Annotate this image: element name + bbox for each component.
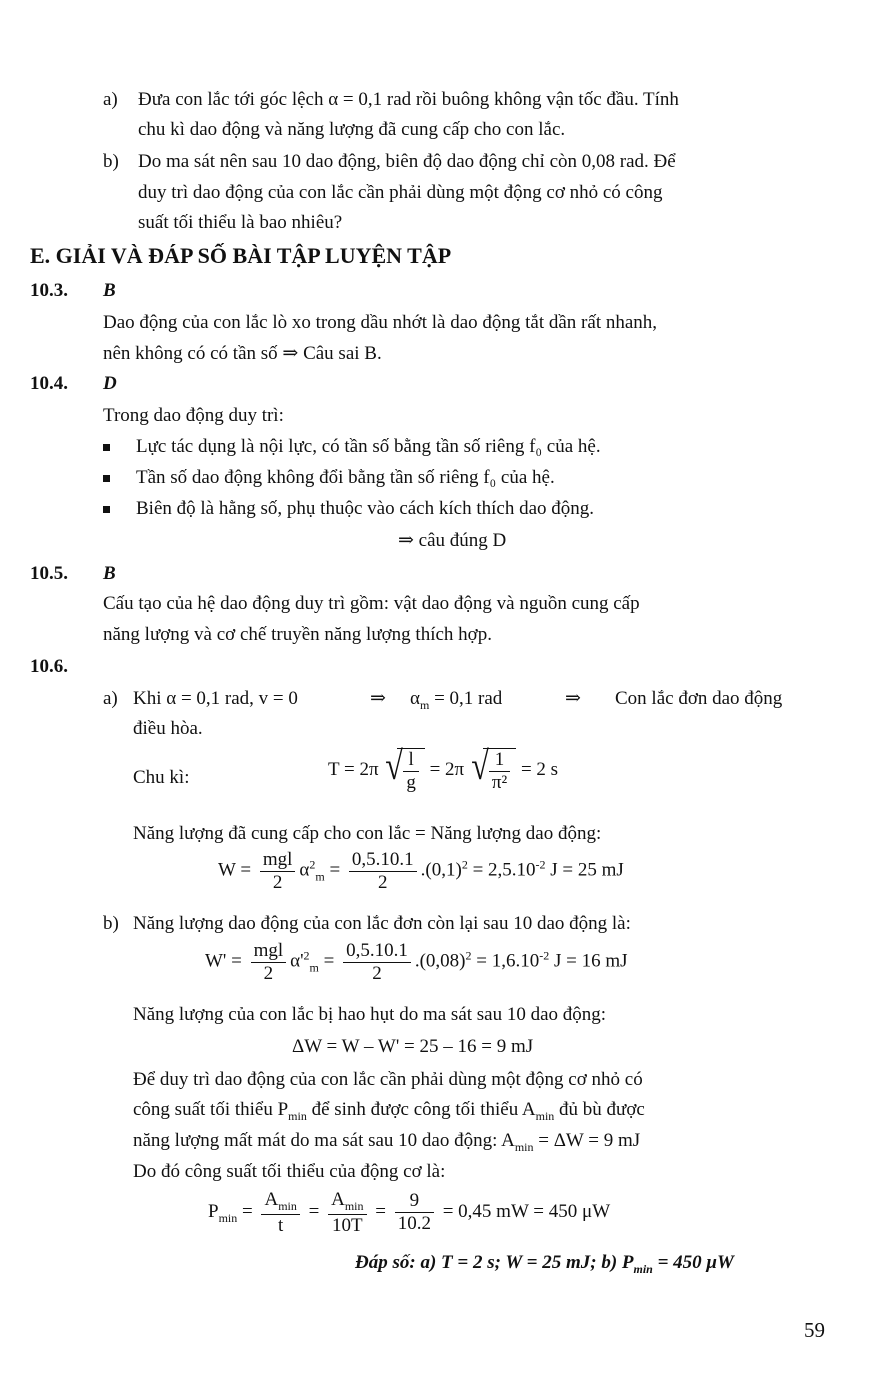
q104-conclusion: ⇒ câu đúng D: [398, 530, 507, 551]
page-number: 59: [804, 1318, 825, 1342]
q106-a-line2: điều hòa.: [133, 718, 203, 739]
q103-answer: B: [103, 280, 116, 301]
period-label: Chu kì:: [133, 767, 190, 788]
q104-bullet-1: Lực tác dụng là nội lực, có tần số bằng tần số riêng f₀ của hệ.: [103, 436, 601, 459]
motor-line2: công suất tối thiểu $P_{min}$ để sinh được công tối thiểu $A_{min}$ đủ bù được: [133, 1099, 645, 1123]
delta-w-formula: ΔW = W – W' = 25 – 16 = 9 mJ: [292, 1036, 534, 1057]
bullet-icon: [103, 475, 110, 482]
remaining-energy-formula: W' = $\frac{\text{mgl}}{2}$ $\alpha'^2_m$ = $\frac{0,5.10.1}{2}$ $.(0,08)^2 = 1,6.10^{-2}$ J = 16 mJ: [205, 940, 628, 984]
q106-b-marker: b): [103, 913, 119, 934]
energy-label: Năng lượng đã cung cấp cho con lắc = Năng lượng dao động:: [133, 823, 602, 844]
q104-intro: Trong dao động duy trì:: [103, 405, 284, 426]
final-answer: Đáp số: a) T = 2 s; W = 25 mJ; b) $P_{min} = 450$ μW: [355, 1252, 734, 1276]
q104-answer: D: [103, 373, 117, 394]
top-item-a-line2: chu kì dao động và năng lượng đã cung cấp cho con lắc.: [138, 119, 566, 140]
sqrt-1: √ $\frac{l}{g}$: [383, 748, 425, 794]
motor-line1: Để duy trì dao động của con lắc cần phải dùng một động cơ nhỏ có: [133, 1069, 643, 1090]
power-formula: $P_{min}$ = $\frac{A_{min}}{t}$ = $\frac{A_{min}}{10T}$ = $\frac{9}{10.2}$ = 0,45 mW = 450 μW: [208, 1189, 611, 1236]
top-item-b-line1: Do ma sát nên sau 10 dao động, biên độ dao động chỉ còn 0,08 rad. Để: [138, 151, 676, 172]
q103-line1: Dao động của con lắc lò xo trong dầu nhớt là dao động tắt dần rất nhanh,: [103, 312, 658, 333]
q104-bullet-3: Biên độ là hằng số, phụ thuộc vào cách kích thích dao động.: [103, 498, 594, 521]
top-item-a-line1: Đưa con lắc tới góc lệch α = 0,1 rad rồi buông không vận tốc đầu. Tính: [138, 89, 679, 110]
section-title: E. GIẢI VÀ ĐÁP SỐ BÀI TẬP LUYỆN TẬP: [30, 243, 452, 268]
q105-line1: Cấu tạo của hệ dao động duy trì gồm: vật dao động và nguồn cung cấp: [103, 593, 640, 614]
energy-formula: W = $\frac{\text{mgl}}{2}$ $\alpha^2_m$ = $\frac{0,5.10.1}{2}$ $.(0,1)^2 = 2,5.10^{-2}$ J = 25 mJ: [218, 849, 624, 893]
q105-number: 10.5.: [30, 563, 68, 584]
top-item-b-line3: suất tối thiểu là bao nhiêu?: [138, 212, 343, 233]
q106-number: 10.6.: [30, 656, 68, 677]
period-formula: T = 2π √ $\frac{l}{g}$ = 2π √ $\frac{1}{\text{π²}}$ = 2 s: [328, 743, 559, 793]
top-item-b-line2: duy trì dao động của con lắc cần phải dùng một động cơ nhỏ có công: [138, 182, 663, 203]
q106-arrow-1: ⇒: [370, 688, 386, 709]
q105-answer: B: [103, 563, 116, 584]
q104-bullet-2: Tần số dao động không đổi bằng tần số riêng f₀ của hệ.: [103, 467, 555, 490]
q106-a-line1-part1: Khi α = 0,1 rad, v = 0: [133, 688, 298, 709]
q105-line2: năng lượng và cơ chế truyền năng lượng thích hợp.: [103, 624, 492, 645]
q103-line2: nên không có có tần số ⇒ Câu sai B.: [103, 343, 382, 364]
top-item-b-marker: b): [103, 151, 119, 172]
power-label: Do đó công suất tối thiểu của động cơ là:: [133, 1161, 446, 1182]
q106-b-label: Năng lượng dao động của con lắc đơn còn lại sau 10 dao động là:: [133, 913, 631, 934]
top-item-a-marker: a): [103, 89, 118, 110]
sqrt-2: √ $\frac{1}{\text{π²}}$: [469, 748, 516, 794]
q106-a-line1-part4: Con lắc đơn dao động: [615, 688, 783, 709]
q106-a-marker: a): [103, 688, 118, 709]
bullet-icon: [103, 506, 110, 513]
bullet-icon: [103, 444, 110, 451]
q106-arrow-2: ⇒: [565, 688, 581, 709]
motor-line3: năng lượng mất mát do ma sát sau 10 dao động: $A_{min} = \Delta W = 9$ mJ: [133, 1130, 641, 1154]
loss-label: Năng lượng của con lắc bị hao hụt do ma sát sau 10 dao động:: [133, 1004, 607, 1025]
q106-a-alpha-m: $\alpha_m = 0,1$ rad: [410, 688, 503, 712]
q103-number: 10.3.: [30, 280, 68, 301]
q104-number: 10.4.: [30, 373, 68, 394]
